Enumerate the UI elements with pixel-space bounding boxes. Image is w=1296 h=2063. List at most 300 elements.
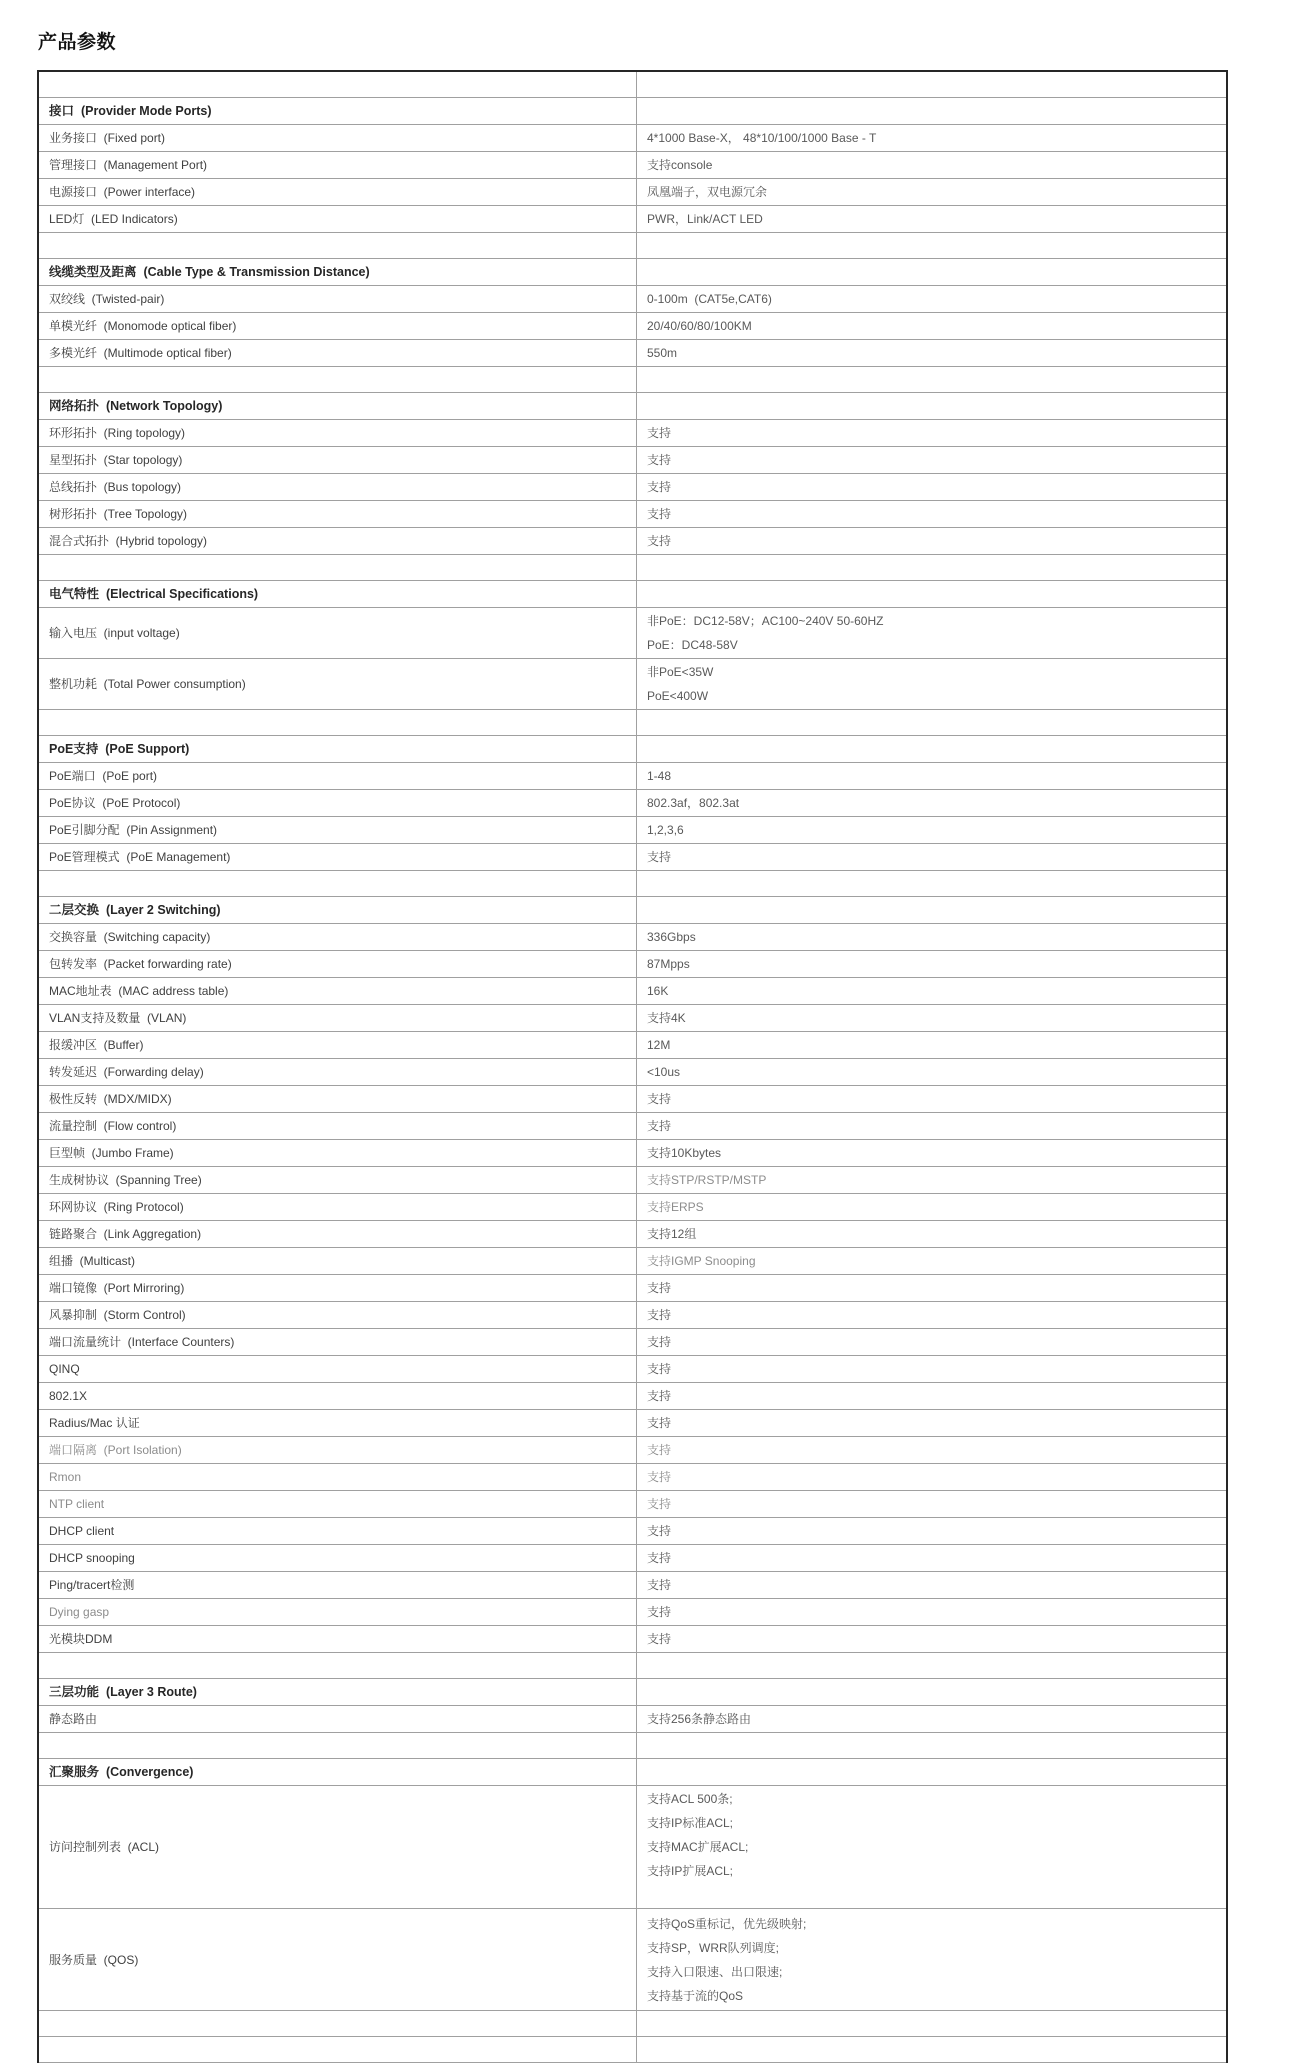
spec-value: 支持 xyxy=(647,534,672,548)
spec-value-cell xyxy=(637,951,1226,977)
spec-row xyxy=(39,1383,1226,1410)
spec-value-cell xyxy=(637,1679,1226,1705)
spec-row xyxy=(39,1437,1226,1464)
spec-label: 树形拓扑 (Tree Topology) xyxy=(49,507,188,521)
spec-row xyxy=(39,1909,1226,2011)
spec-value: 支持12组 xyxy=(647,1227,697,1241)
section-title: 网络拓扑 (Network Topology) xyxy=(49,399,223,413)
spec-row xyxy=(39,1059,1226,1086)
spec-value-cell xyxy=(637,1491,1226,1517)
spec-value: 支持256条静态路由 xyxy=(647,1712,752,1726)
spec-row xyxy=(39,1329,1226,1356)
spec-row xyxy=(39,763,1226,790)
spec-value-cell xyxy=(637,233,1226,258)
spec-value: 支持入口限速、出口限速; xyxy=(647,1964,783,1979)
spec-value: 支持SP，WRR队列调度; xyxy=(647,1940,780,1955)
spec-value-cell xyxy=(637,179,1226,205)
spec-value: 支持 xyxy=(647,1389,672,1403)
spec-label-cell xyxy=(39,206,637,232)
spec-value: 支持 xyxy=(647,1335,672,1349)
spec-label-cell xyxy=(39,2011,637,2036)
spec-label-cell xyxy=(39,1302,637,1328)
spec-row xyxy=(39,1410,1226,1437)
section-title: 线缆类型及距离 (Cable Type & Transmission Distance) xyxy=(49,265,370,279)
spec-label: 单模光纤 (Monomode optical fiber) xyxy=(49,319,237,333)
spec-label: 环形拓扑 (Ring topology) xyxy=(49,426,186,440)
spec-row xyxy=(39,1706,1226,1733)
spec-value: 支持4K xyxy=(647,1011,686,1025)
spec-label: 端口隔离 (Port Isolation) xyxy=(49,1443,182,1457)
spec-label-cell xyxy=(39,420,637,446)
spec-value-cell xyxy=(637,1140,1226,1166)
spec-label-cell xyxy=(39,1464,637,1490)
spec-label-cell xyxy=(39,1572,637,1598)
section-header-row xyxy=(39,1759,1226,1786)
spec-row xyxy=(39,1518,1226,1545)
spec-label: 转发延迟 (Forwarding delay) xyxy=(49,1065,204,1079)
spec-value-cell xyxy=(637,1599,1226,1625)
spec-label-cell xyxy=(39,790,637,816)
spec-value-cell xyxy=(637,1437,1226,1463)
spec-value-cell xyxy=(637,844,1226,870)
spec-label-cell xyxy=(39,1086,637,1112)
spec-value: 支持IP扩展ACL; xyxy=(647,1864,734,1878)
spec-label: 星型拓扑 (Star topology) xyxy=(49,453,183,467)
spec-value-cell xyxy=(637,72,1226,97)
spec-label-cell xyxy=(39,1706,637,1732)
spec-value: 支持 xyxy=(647,1605,672,1619)
spec-label-cell xyxy=(39,1437,637,1463)
spec-row xyxy=(39,528,1226,555)
spec-value: 支持 xyxy=(647,1362,672,1376)
spec-label-cell xyxy=(39,501,637,527)
spec-label-cell xyxy=(39,152,637,178)
spec-value-cell xyxy=(637,259,1226,285)
section-title: PoE支持 (PoE Support) xyxy=(49,742,190,756)
spec-value-cell xyxy=(637,1909,1226,2010)
spec-row xyxy=(39,817,1226,844)
spec-value: 支持 xyxy=(647,1497,672,1511)
spec-value-cell xyxy=(637,1005,1226,1031)
spec-label-cell xyxy=(39,1059,637,1085)
section-header-row xyxy=(39,1679,1226,1706)
spec-label-cell xyxy=(39,1275,637,1301)
spec-value: 支持MAC扩展ACL; xyxy=(647,1840,749,1854)
spec-value-cell xyxy=(637,736,1226,762)
spec-label-cell xyxy=(39,608,637,658)
spec-label: LED灯 (LED Indicators) xyxy=(49,212,178,226)
spec-row xyxy=(39,1626,1226,1653)
spec-value: 支持 xyxy=(647,850,672,864)
spec-value: <10us xyxy=(647,1065,681,1079)
spacer-row xyxy=(39,1733,1226,1759)
spec-table xyxy=(37,70,1228,2063)
spec-value-cell xyxy=(637,447,1226,473)
spec-value-cell xyxy=(637,420,1226,446)
spec-row xyxy=(39,447,1226,474)
spec-row xyxy=(39,420,1226,447)
spec-label-cell xyxy=(39,1518,637,1544)
spec-value: 550m xyxy=(647,346,678,360)
spacer-row xyxy=(39,233,1226,259)
spec-value: 1-48 xyxy=(647,769,672,783)
spec-value-cell xyxy=(637,1275,1226,1301)
spec-value-cell xyxy=(637,1383,1226,1409)
spec-label: 管理接口 (Management Port) xyxy=(49,158,208,172)
spec-value-cell xyxy=(637,1194,1226,1220)
spec-value: 支持 xyxy=(647,1578,672,1592)
spec-value-cell xyxy=(637,501,1226,527)
spec-value-cell xyxy=(637,1167,1226,1193)
spec-value-cell xyxy=(637,474,1226,500)
spec-label: PoE端口 (PoE port) xyxy=(49,769,158,783)
spec-row xyxy=(39,286,1226,313)
spec-label: Radius/Mac 认证 xyxy=(49,1416,140,1430)
spec-value-cell xyxy=(637,528,1226,554)
spec-label-cell xyxy=(39,1248,637,1274)
spec-label-cell xyxy=(39,1356,637,1382)
spec-label-cell xyxy=(39,1113,637,1139)
spec-row xyxy=(39,1356,1226,1383)
spec-value: 支持QoS重标记，优先级映射; xyxy=(647,1916,807,1931)
spec-value: 支持console xyxy=(647,158,713,172)
spec-label: 业务接口 (Fixed port) xyxy=(49,131,166,145)
section-title: 三层功能 (Layer 3 Route) xyxy=(49,1685,197,1699)
spec-label-cell xyxy=(39,1032,637,1058)
spec-label: 总线拓扑 (Bus topology) xyxy=(49,480,182,494)
spec-row xyxy=(39,179,1226,206)
section-title: 二层交换 (Layer 2 Switching) xyxy=(49,903,221,917)
spec-label-cell xyxy=(39,447,637,473)
spec-value-cell xyxy=(637,1113,1226,1139)
section-header-row xyxy=(39,736,1226,763)
spec-row xyxy=(39,1786,1226,1909)
spec-label-cell xyxy=(39,233,637,258)
spec-label-cell xyxy=(39,710,637,735)
spec-row xyxy=(39,125,1226,152)
spec-label: VLAN支持及数量 (VLAN) xyxy=(49,1011,187,1025)
spec-label: PoE协议 (PoE Protocol) xyxy=(49,796,181,810)
spec-value: 支持ERPS xyxy=(647,1200,704,1214)
spec-value: PoE<400W xyxy=(647,689,709,703)
spec-value: 凤凰端子，双电源冗余 xyxy=(647,185,768,199)
spec-label-cell xyxy=(39,1786,637,1908)
spec-value-cell xyxy=(637,2037,1226,2062)
spec-value-cell xyxy=(637,1356,1226,1382)
spec-row xyxy=(39,1275,1226,1302)
spec-row xyxy=(39,313,1226,340)
spec-row xyxy=(39,978,1226,1005)
spec-value-cell xyxy=(637,1653,1226,1678)
spec-label: Dying gasp xyxy=(49,1605,110,1619)
spec-value-cell xyxy=(637,98,1226,124)
spec-label-cell xyxy=(39,1491,637,1517)
spec-row xyxy=(39,659,1226,710)
spec-row xyxy=(39,1572,1226,1599)
spec-label-cell xyxy=(39,313,637,339)
spec-value: 支持ACL 500条; xyxy=(647,1792,733,1806)
spec-label-cell xyxy=(39,340,637,366)
spacer-row xyxy=(39,1653,1226,1679)
spec-value-cell xyxy=(637,1464,1226,1490)
spec-label-cell xyxy=(39,98,637,124)
spec-value-cell xyxy=(637,555,1226,580)
spec-value: 支持 xyxy=(647,1281,672,1295)
spec-value-cell xyxy=(637,1059,1226,1085)
section-header-row xyxy=(39,259,1226,286)
spec-row xyxy=(39,501,1226,528)
spec-label-cell xyxy=(39,871,637,896)
spec-label: 组播 (Multicast) xyxy=(49,1254,136,1268)
spec-row xyxy=(39,1545,1226,1572)
spec-row xyxy=(39,924,1226,951)
spec-value: 20/40/60/80/100KM xyxy=(647,319,752,333)
spec-value: 支持 xyxy=(647,426,672,440)
spec-label: 光模块DDM xyxy=(49,1632,113,1646)
spec-row xyxy=(39,1032,1226,1059)
spec-value: 支持 xyxy=(647,1119,672,1133)
spec-label: 报缓冲区 (Buffer) xyxy=(49,1038,144,1052)
spec-label-cell xyxy=(39,817,637,843)
spec-value-cell xyxy=(637,710,1226,735)
spec-label: 静态路由 xyxy=(49,1712,98,1726)
spec-value-cell xyxy=(637,1248,1226,1274)
spec-row xyxy=(39,1302,1226,1329)
spec-value: 非PoE<35W xyxy=(647,665,714,679)
spec-value: 支持 xyxy=(647,1443,672,1457)
spec-label-cell xyxy=(39,1759,637,1785)
spec-label: 整机功耗 (Total Power consumption) xyxy=(49,677,246,691)
spec-value-cell xyxy=(637,1733,1226,1758)
spec-label-cell xyxy=(39,978,637,1004)
spec-value: 802.3af，802.3at xyxy=(647,796,740,810)
spec-label: DHCP client xyxy=(49,1524,115,1538)
spec-value: 非PoE：DC12-58V；AC100~240V 50-60HZ xyxy=(647,614,884,628)
spec-value-cell xyxy=(637,125,1226,151)
spec-value-cell xyxy=(637,790,1226,816)
spec-value-cell xyxy=(637,1706,1226,1732)
spec-value: 支持 xyxy=(647,1092,672,1106)
spec-row xyxy=(39,152,1226,179)
spec-label: 多模光纤 (Multimode optical fiber) xyxy=(49,346,232,360)
spec-label-cell xyxy=(39,736,637,762)
spec-row xyxy=(39,790,1226,817)
spec-label-cell xyxy=(39,286,637,312)
spec-value-cell xyxy=(637,313,1226,339)
spec-label-cell xyxy=(39,1599,637,1625)
spec-value: 16K xyxy=(647,984,669,998)
spec-label-cell xyxy=(39,1383,637,1409)
spec-row xyxy=(39,1140,1226,1167)
spec-label: 生成树协议 (Spanning Tree) xyxy=(49,1173,202,1187)
spec-label-cell xyxy=(39,1653,637,1678)
spec-row xyxy=(39,1167,1226,1194)
spec-value-cell xyxy=(637,1786,1226,1908)
spec-label: 流量控制 (Flow control) xyxy=(49,1119,177,1133)
spacer-row xyxy=(39,367,1226,393)
section-header-row xyxy=(39,393,1226,420)
spec-label-cell xyxy=(39,528,637,554)
spec-value-cell xyxy=(637,2011,1226,2036)
spacer-row xyxy=(39,710,1226,736)
spec-value-cell xyxy=(637,1572,1226,1598)
spec-value: 支持 xyxy=(647,1308,672,1322)
spec-row xyxy=(39,1221,1226,1248)
spec-value xyxy=(647,1883,1216,1907)
spec-label-cell xyxy=(39,951,637,977)
spec-value: 支持 xyxy=(647,507,672,521)
spec-label-cell xyxy=(39,897,637,923)
spec-label: MAC地址表 (MAC address table) xyxy=(49,984,229,998)
spec-label-cell xyxy=(39,1410,637,1436)
spec-label: 访问控制列表 (ACL) xyxy=(49,1840,160,1854)
spec-label-cell xyxy=(39,1194,637,1220)
spec-row xyxy=(39,1599,1226,1626)
spec-label-cell xyxy=(39,555,637,580)
spec-value: 支持 xyxy=(647,1524,672,1538)
spec-value-cell xyxy=(637,581,1226,607)
section-header-row xyxy=(39,98,1226,125)
spec-value-cell xyxy=(637,1329,1226,1355)
spec-label: PoE引脚分配 (Pin Assignment) xyxy=(49,823,218,837)
spec-row xyxy=(39,1248,1226,1275)
section-title: 电气特性 (Electrical Specifications) xyxy=(49,587,259,601)
spec-row xyxy=(39,1464,1226,1491)
spec-label: 链路聚合 (Link Aggregation) xyxy=(49,1227,202,1241)
spec-value-cell xyxy=(637,659,1226,709)
spec-label: NTP client xyxy=(49,1497,105,1511)
spec-value-cell xyxy=(637,1759,1226,1785)
spec-row xyxy=(39,1113,1226,1140)
spec-value: 支持STP/RSTP/MSTP xyxy=(647,1173,767,1187)
spec-value: 支持 xyxy=(647,1470,672,1484)
spec-label-cell xyxy=(39,1329,637,1355)
spec-label-cell xyxy=(39,763,637,789)
spec-label-cell xyxy=(39,259,637,285)
spec-value-cell xyxy=(637,367,1226,392)
spec-value-cell xyxy=(637,817,1226,843)
spec-label: 电源接口 (Power interface) xyxy=(49,185,196,199)
spacer-row xyxy=(39,555,1226,581)
spec-label: 环网协议 (Ring Protocol) xyxy=(49,1200,184,1214)
spec-value-cell xyxy=(637,1545,1226,1571)
spec-value-cell xyxy=(637,1221,1226,1247)
spec-label: 802.1X xyxy=(49,1389,88,1403)
spec-value: 支持 xyxy=(647,1551,672,1565)
spec-value-cell xyxy=(637,763,1226,789)
spec-label-cell xyxy=(39,179,637,205)
spec-label: 极性反转 (MDX/MIDX) xyxy=(49,1092,172,1106)
spec-label-cell xyxy=(39,1545,637,1571)
spec-label: 巨型帧 (Jumbo Frame) xyxy=(49,1146,174,1160)
spec-row xyxy=(39,1005,1226,1032)
spec-value: 4*1000 Base-X， 48*10/100/1000 Base - T xyxy=(647,131,877,145)
spec-label-cell xyxy=(39,581,637,607)
spec-label-cell xyxy=(39,844,637,870)
spacer-row xyxy=(39,871,1226,897)
spec-label: QINQ xyxy=(49,1362,80,1376)
spec-label-cell xyxy=(39,1140,637,1166)
spec-row xyxy=(39,1491,1226,1518)
spec-label-cell xyxy=(39,72,637,97)
spec-value-cell xyxy=(637,1086,1226,1112)
spec-row xyxy=(39,206,1226,233)
spec-row xyxy=(39,608,1226,659)
spec-row xyxy=(39,1194,1226,1221)
spec-value: PWR，Link/ACT LED xyxy=(647,212,763,226)
spec-value: 支持 xyxy=(647,480,672,494)
spec-value: 336Gbps xyxy=(647,930,696,944)
spacer-row xyxy=(39,72,1226,98)
spec-value-cell xyxy=(637,871,1226,896)
spec-value-cell xyxy=(637,924,1226,950)
spec-label-cell xyxy=(39,1167,637,1193)
spec-value-cell xyxy=(637,1032,1226,1058)
spec-label: PoE管理模式 (PoE Management) xyxy=(49,850,231,864)
section-title: 接口 (Provider Mode Ports) xyxy=(49,104,212,118)
spec-value: 支持 xyxy=(647,1416,672,1430)
spec-value: 支持 xyxy=(647,453,672,467)
spec-label-cell xyxy=(39,924,637,950)
spec-label-cell xyxy=(39,1005,637,1031)
spec-value: 支持IP标准ACL; xyxy=(647,1816,734,1830)
spec-value: 87Mpps xyxy=(647,957,690,971)
spec-label: 交换容量 (Switching capacity) xyxy=(49,930,211,944)
spec-row xyxy=(39,474,1226,501)
spec-label-cell xyxy=(39,1221,637,1247)
spec-label: Ping/tracert检测 xyxy=(49,1578,135,1592)
spec-value: 0-100m (CAT5e,CAT6) xyxy=(647,292,772,306)
section-header-row xyxy=(39,897,1226,924)
spec-label: 包转发率 (Packet forwarding rate) xyxy=(49,957,232,971)
spec-value: 支持IGMP Snooping xyxy=(647,1254,756,1268)
spec-label-cell xyxy=(39,1909,637,2010)
spec-value: 支持 xyxy=(647,1632,672,1646)
spec-value-cell xyxy=(637,1410,1226,1436)
spec-value: 1,2,3,6 xyxy=(647,823,684,837)
spec-label: 风暴抑制 (Storm Control) xyxy=(49,1308,186,1322)
spec-value-cell xyxy=(637,1518,1226,1544)
spec-label: Rmon xyxy=(49,1470,82,1484)
spec-label-cell xyxy=(39,474,637,500)
spec-label-cell xyxy=(39,1626,637,1652)
spec-label-cell xyxy=(39,1733,637,1758)
spec-label-cell xyxy=(39,367,637,392)
spec-label: 输入电压 (input voltage) xyxy=(49,626,180,640)
spec-label-cell xyxy=(39,1679,637,1705)
spacer-row xyxy=(39,2011,1226,2037)
spec-row xyxy=(39,340,1226,367)
spec-value-cell xyxy=(637,978,1226,1004)
spec-value: 12M xyxy=(647,1038,671,1052)
spec-row xyxy=(39,1086,1226,1113)
spec-label: 服务质量 (QOS) xyxy=(49,1952,139,1967)
spec-label: 双绞线 (Twisted-pair) xyxy=(49,292,165,306)
spec-value-cell xyxy=(637,286,1226,312)
spec-label-cell xyxy=(39,659,637,709)
spec-row xyxy=(39,844,1226,871)
spec-value-cell xyxy=(637,1302,1226,1328)
spec-value-cell xyxy=(637,206,1226,232)
spec-value-cell xyxy=(637,897,1226,923)
spec-value: PoE：DC48-58V xyxy=(647,638,738,652)
spec-value-cell xyxy=(637,608,1226,658)
spec-label-cell xyxy=(39,2037,637,2062)
spec-label: 端口镜像 (Port Mirroring) xyxy=(49,1281,185,1295)
spec-value-cell xyxy=(637,340,1226,366)
page-title: 产品参数 xyxy=(38,32,117,53)
spec-value-cell xyxy=(637,393,1226,419)
